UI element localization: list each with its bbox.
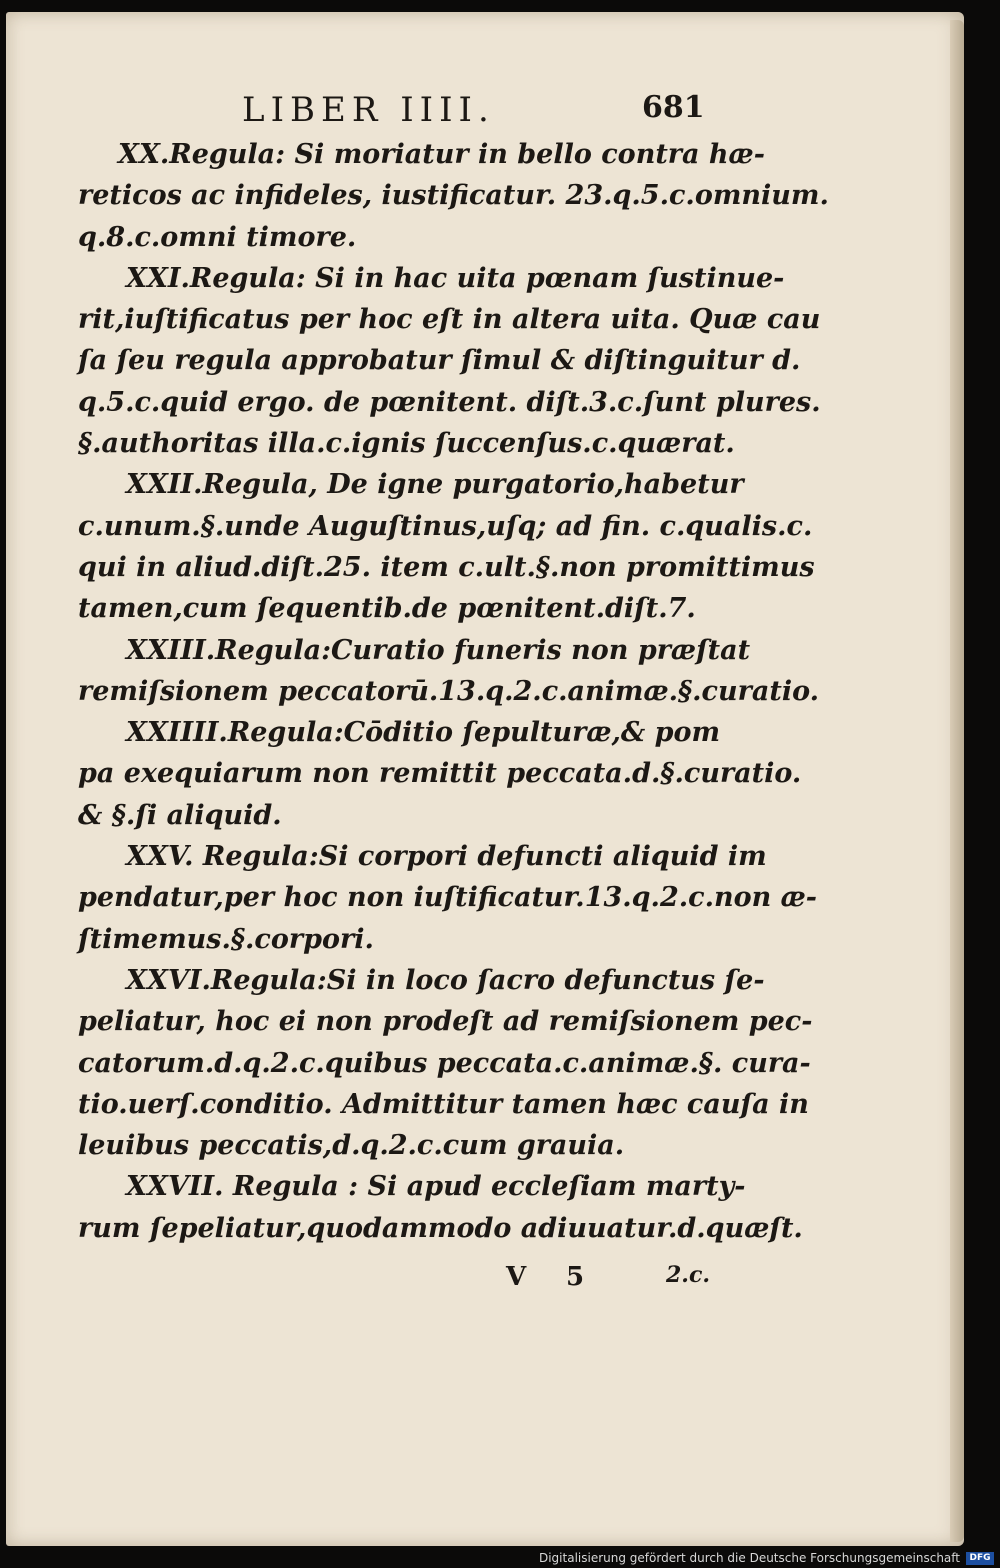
page-edge xyxy=(950,20,964,1542)
dfg-logo: DFG xyxy=(966,1552,994,1565)
text-line: pendatur,per hoc non iuſtificatur.13.q.2.c.non æ- xyxy=(78,882,818,914)
text-line: catorum.d.q.2.c.quibus peccata.c.animæ.§. cura- xyxy=(78,1047,811,1079)
text-line: XXIII.Regula:Curatio funeris non præſtat xyxy=(126,634,751,666)
book-page xyxy=(6,12,964,1546)
text-line: XXIIII.Regula:Cōditio ſepulturæ,& pom xyxy=(126,717,721,749)
text-line: q.8.c.omni timore. xyxy=(78,221,357,253)
text-line: pa exequiarum non remittit peccata.d.§.curatio. xyxy=(78,758,802,790)
text-line: reticos ac infideles, iustificatur. 23.q.5.c.omnium. xyxy=(78,180,829,212)
text-line: XX.Regula: Si moriatur in bello contra hæ- xyxy=(118,139,765,170)
funding-credit: Digitalisierung gefördert durch die Deutsche Forschungsgemeinschaft xyxy=(538,1551,960,1565)
text-line: XXVI.Regula:Si in loco ſacro defunctus ſe- xyxy=(126,964,765,996)
text-line: remiſsionem peccatorū.13.q.2.c.animæ.§.curatio. xyxy=(78,675,820,707)
text-line: ſtimemus.§.corpori. xyxy=(78,923,374,955)
page-header xyxy=(6,82,964,132)
text-line: c.unum.§.unde Auguſtinus,uſq; ad fin. c.qualis.c. xyxy=(78,510,813,542)
text-line: peliatur, hoc ei non prodeſt ad remiſsionem pec- xyxy=(78,1006,813,1038)
catchline xyxy=(6,1262,964,1302)
text-line: XXVII. Regula : Si apud eccleſiam marty- xyxy=(126,1171,746,1203)
text-line: rit,iuſtificatus per hoc eſt in altera uita. Quæ cau xyxy=(78,304,821,336)
text-line: qui in aliud.diſt.25. item c.ult.§.non promittimus xyxy=(78,551,815,583)
text-line: XXI.Regula: Si in hac uita pœnam ſustinue- xyxy=(126,262,785,294)
signature-number: 5 xyxy=(566,1262,585,1292)
text-line: tamen,cum ſequentib.de pœnitent.diſt.7. xyxy=(78,593,696,625)
text-block xyxy=(78,134,829,1249)
text-line: tio.uerſ.conditio. Admittitur tamen hæc cauſa in xyxy=(78,1088,809,1120)
text-line: XXII.Regula, De igne purgatorio,habetur xyxy=(126,469,744,501)
signature-mark: V xyxy=(506,1262,527,1292)
catchword: 2.c. xyxy=(666,1262,711,1288)
page-number: 681 xyxy=(642,90,705,125)
text-line: ſa ſeu regula approbatur ſimul & diſtinguitur d. xyxy=(78,345,801,377)
text-line: rum ſepeliatur,quodammodo adiuuatur.d.quæſt. xyxy=(78,1212,803,1244)
text-line: leuibus peccatis,d.q.2.c.cum grauia. xyxy=(78,1130,625,1162)
text-line: q.5.c.quid ergo. de pœnitent. diſt.3.c.ſunt plures. xyxy=(78,386,821,418)
text-line: §.authoritas illa.c.ignis ſuccenſus.c.quærat. xyxy=(78,428,735,460)
running-head: LIBER IIII. xyxy=(242,90,495,130)
text-line: & §.ſi aliquid. xyxy=(78,799,282,831)
text-line: XXV. Regula:Si corpori defuncti aliquid im xyxy=(126,841,767,873)
